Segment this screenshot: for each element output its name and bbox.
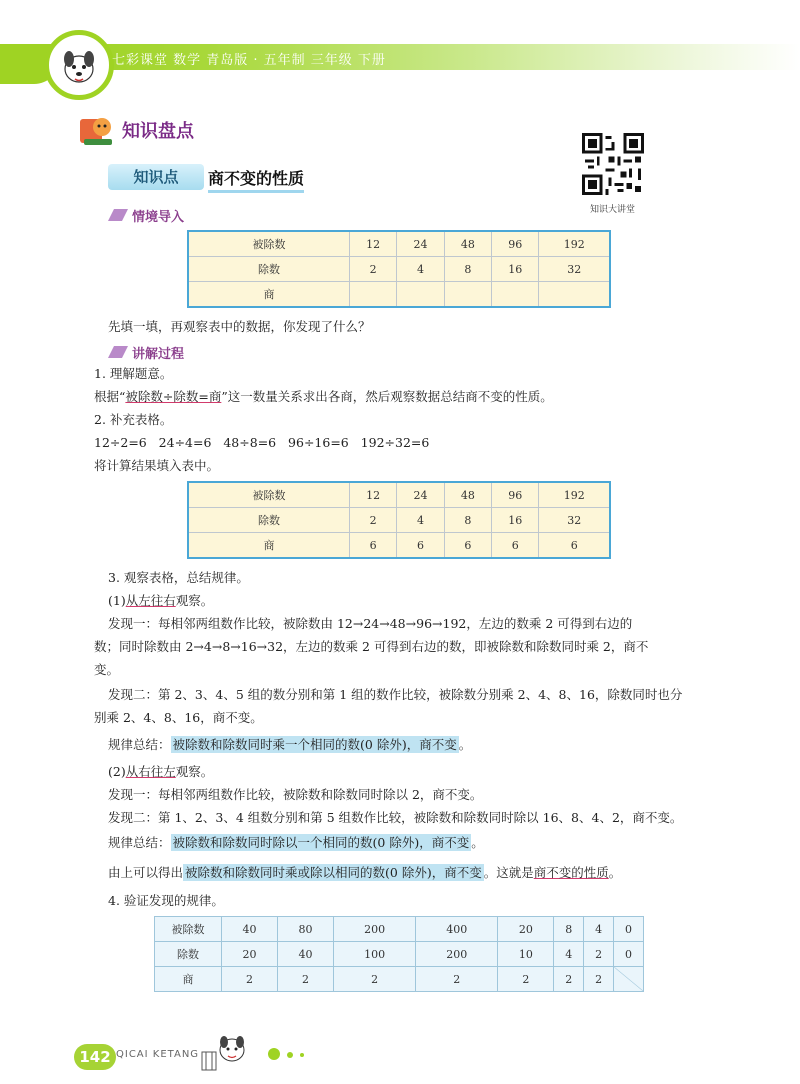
rule2 (108, 834, 484, 851)
page-number: 142 (74, 1044, 116, 1070)
table-cell: 8 (444, 508, 491, 533)
text-segment: (2) (108, 764, 126, 779)
step4-title: 4. 验证发现的规律。 (108, 893, 224, 908)
row-header: 被除数 (188, 482, 350, 508)
page-title: 知识盘点 (122, 121, 194, 142)
text-segment: 规律总结： (108, 835, 171, 850)
finding3: 发现一：每相邻两组数作比较，被除数和除数同时除以 2，商不变。 (108, 787, 483, 802)
table-cell: 32 (539, 508, 610, 533)
table-cell: 2 (222, 967, 278, 992)
table-row (188, 482, 610, 508)
table-cell: 2 (350, 508, 397, 533)
row-header: 商 (155, 967, 222, 992)
row-header: 除数 (188, 508, 350, 533)
table-cell: 200 (416, 942, 498, 967)
finding1-line2: 数；同时除数由 2→4→8→16→32，左边的数乘 2 可得到右边的数，即被除数和除数同时乘 2，商不 (94, 639, 649, 654)
table-cell: 4 (554, 942, 584, 967)
table-cell: 12 (350, 231, 397, 257)
property-underline: 商不变的性质 (533, 865, 609, 880)
mascot-logo (44, 30, 114, 100)
qr-code-icon[interactable] (582, 133, 644, 195)
table-cell: 10 (498, 942, 554, 967)
step2-equations: 12÷2=6 24÷4=6 48÷8=6 96÷16=6 192÷32=6 (94, 435, 430, 450)
text-segment: 观察。 (175, 593, 214, 608)
conclusion (108, 864, 621, 881)
table-cell: 48 (444, 482, 491, 508)
table-cell: 96 (492, 231, 539, 257)
table-cell: 20 (498, 917, 554, 942)
finding1-line1: 发现一：每相邻两组数作比较，被除数由 12→24→48→96→192，左边的数乘 2 可得到右边的 (108, 616, 633, 631)
qr-caption: 知识大讲堂 (590, 205, 636, 215)
text-segment: 。 (458, 737, 472, 752)
table-cell: 16 (492, 508, 539, 533)
part2-heading (108, 763, 213, 780)
table-cell: 4 (397, 257, 444, 282)
decorative-dot (287, 1052, 293, 1058)
table-cell: 40 (278, 942, 334, 967)
table-cell: 6 (492, 533, 539, 559)
table-cell: 100 (334, 942, 416, 967)
row-header: 商 (188, 533, 350, 559)
text-segment: 。 (608, 865, 622, 880)
table-cell: 6 (444, 533, 491, 559)
footer-brand: QICAI KETANG (116, 1049, 200, 1060)
table-cell[interactable] (539, 282, 610, 308)
knowledge-point-title: 商不变的性质 (208, 166, 304, 193)
rule-highlight: 被除数和除数同时乘或除以相同的数(0 除外)，商不变 (185, 865, 482, 880)
table-cell: 2 (584, 967, 614, 992)
row-header: 被除数 (188, 231, 350, 257)
table-cell: 16 (492, 257, 539, 282)
text-segment: 由上可以得出 (108, 865, 184, 880)
table-cell: 96 (492, 482, 539, 508)
text-segment: 根据“ (94, 389, 126, 404)
table-cell: 4 (584, 917, 614, 942)
pencil-icon (108, 346, 128, 358)
table-cell[interactable] (444, 282, 491, 308)
rule-highlight: 被除数和除数同时除以一个相同的数(0 除外)，商不变 (172, 835, 470, 850)
text-segment: ”这一数量关系求出各商，然后观察数据总结商不变的性质。 (221, 389, 553, 404)
decorative-dot (268, 1048, 280, 1060)
table-row (155, 967, 644, 992)
table-cell: 8 (554, 917, 584, 942)
table-row (188, 533, 610, 559)
table-row (188, 508, 610, 533)
table-row (155, 917, 644, 942)
finding1-line3: 变。 (94, 662, 120, 677)
text-segment: 观察。 (175, 764, 214, 779)
table-cell: 6 (350, 533, 397, 559)
table-cell: 8 (444, 257, 491, 282)
row-header: 除数 (188, 257, 350, 282)
table-cell: 0 (614, 942, 644, 967)
header-text: 七彩课堂 数学 青岛版 · 五年制 三年级 下册 (112, 53, 386, 68)
step1-title: 1. 理解题意。 (94, 366, 173, 381)
table-cell: 80 (278, 917, 334, 942)
data-table-1 (187, 230, 611, 308)
step2-note: 将计算结果填入表中。 (94, 458, 220, 473)
table-cell: 2 (584, 942, 614, 967)
table-cell: 192 (539, 482, 610, 508)
table-cell: 200 (334, 917, 416, 942)
table-row (188, 231, 610, 257)
data-table-4 (154, 916, 644, 992)
rule-highlight: 被除数和除数同时乘一个相同的数(0 除外)，商不变 (172, 737, 457, 752)
text-segment: (1) (108, 593, 126, 608)
row-header: 被除数 (155, 917, 222, 942)
table-cell: 2 (350, 257, 397, 282)
table-row (188, 282, 610, 308)
table-cell[interactable] (492, 282, 539, 308)
table-cell: 0 (614, 917, 644, 942)
table-cell: 6 (539, 533, 610, 559)
knowledge-point-badge: 知识点 (108, 164, 204, 190)
diagonal-cell (614, 967, 644, 992)
question-text: 先填一填，再观察表中的数据，你发现了什么？ (108, 319, 371, 334)
table-row (188, 257, 610, 282)
pencil-icon (108, 209, 128, 221)
table-cell: 2 (416, 967, 498, 992)
decorative-dot (300, 1053, 304, 1057)
footer-mascot-icon (198, 1030, 254, 1074)
section-process-label: 讲解过程 (132, 347, 185, 362)
table-cell: 2 (554, 967, 584, 992)
table-cell: 400 (416, 917, 498, 942)
table-cell[interactable] (350, 282, 397, 308)
text-segment: 。 (471, 835, 484, 850)
table-cell: 32 (539, 257, 610, 282)
mascot-dog-icon (49, 35, 109, 95)
text-segment: 。这就是 (483, 865, 534, 880)
formula-underline: 被除数÷除数=商 (125, 389, 222, 404)
finding4: 发现二：第 1、2、3、4 组数分别和第 5 组数作比较，被除数和除数同时除以 16、8、4、2，商不变。 (108, 810, 683, 825)
table-cell: 4 (397, 508, 444, 533)
row-header: 除数 (155, 942, 222, 967)
direction-underline: 从左往右 (125, 593, 176, 608)
direction-underline: 从右往左 (125, 764, 176, 779)
table-cell: 24 (397, 482, 444, 508)
table-cell: 24 (397, 231, 444, 257)
row-header: 商 (188, 282, 350, 308)
table-cell: 40 (222, 917, 278, 942)
step1-text (94, 388, 553, 405)
table-cell: 20 (222, 942, 278, 967)
table-cell: 2 (498, 967, 554, 992)
table-cell: 48 (444, 231, 491, 257)
step3-title: 3. 观察表格，总结规律。 (108, 570, 249, 585)
finding2-line1: 发现二：第 2、3、4、5 组的数分别和第 1 组的数作比较，被除数分别乘 2、4、8、16，除数同时也分 (108, 687, 683, 702)
text-segment: 规律总结： (108, 737, 171, 752)
rule1 (108, 736, 471, 753)
finding2-line2: 别乘 2、4、8、16，商不变。 (94, 710, 263, 725)
step2-title: 2. 补充表格。 (94, 412, 173, 427)
table-row (155, 942, 644, 967)
section-intro-label: 情境导入 (132, 210, 185, 225)
table-cell: 2 (278, 967, 334, 992)
data-table-2 (187, 481, 611, 559)
table-cell: 192 (539, 231, 610, 257)
table-cell: 2 (334, 967, 416, 992)
table-cell: 6 (397, 533, 444, 559)
knowledge-icon (78, 113, 114, 147)
table-cell: 12 (350, 482, 397, 508)
part1-heading (108, 592, 213, 609)
table-cell[interactable] (397, 282, 444, 308)
